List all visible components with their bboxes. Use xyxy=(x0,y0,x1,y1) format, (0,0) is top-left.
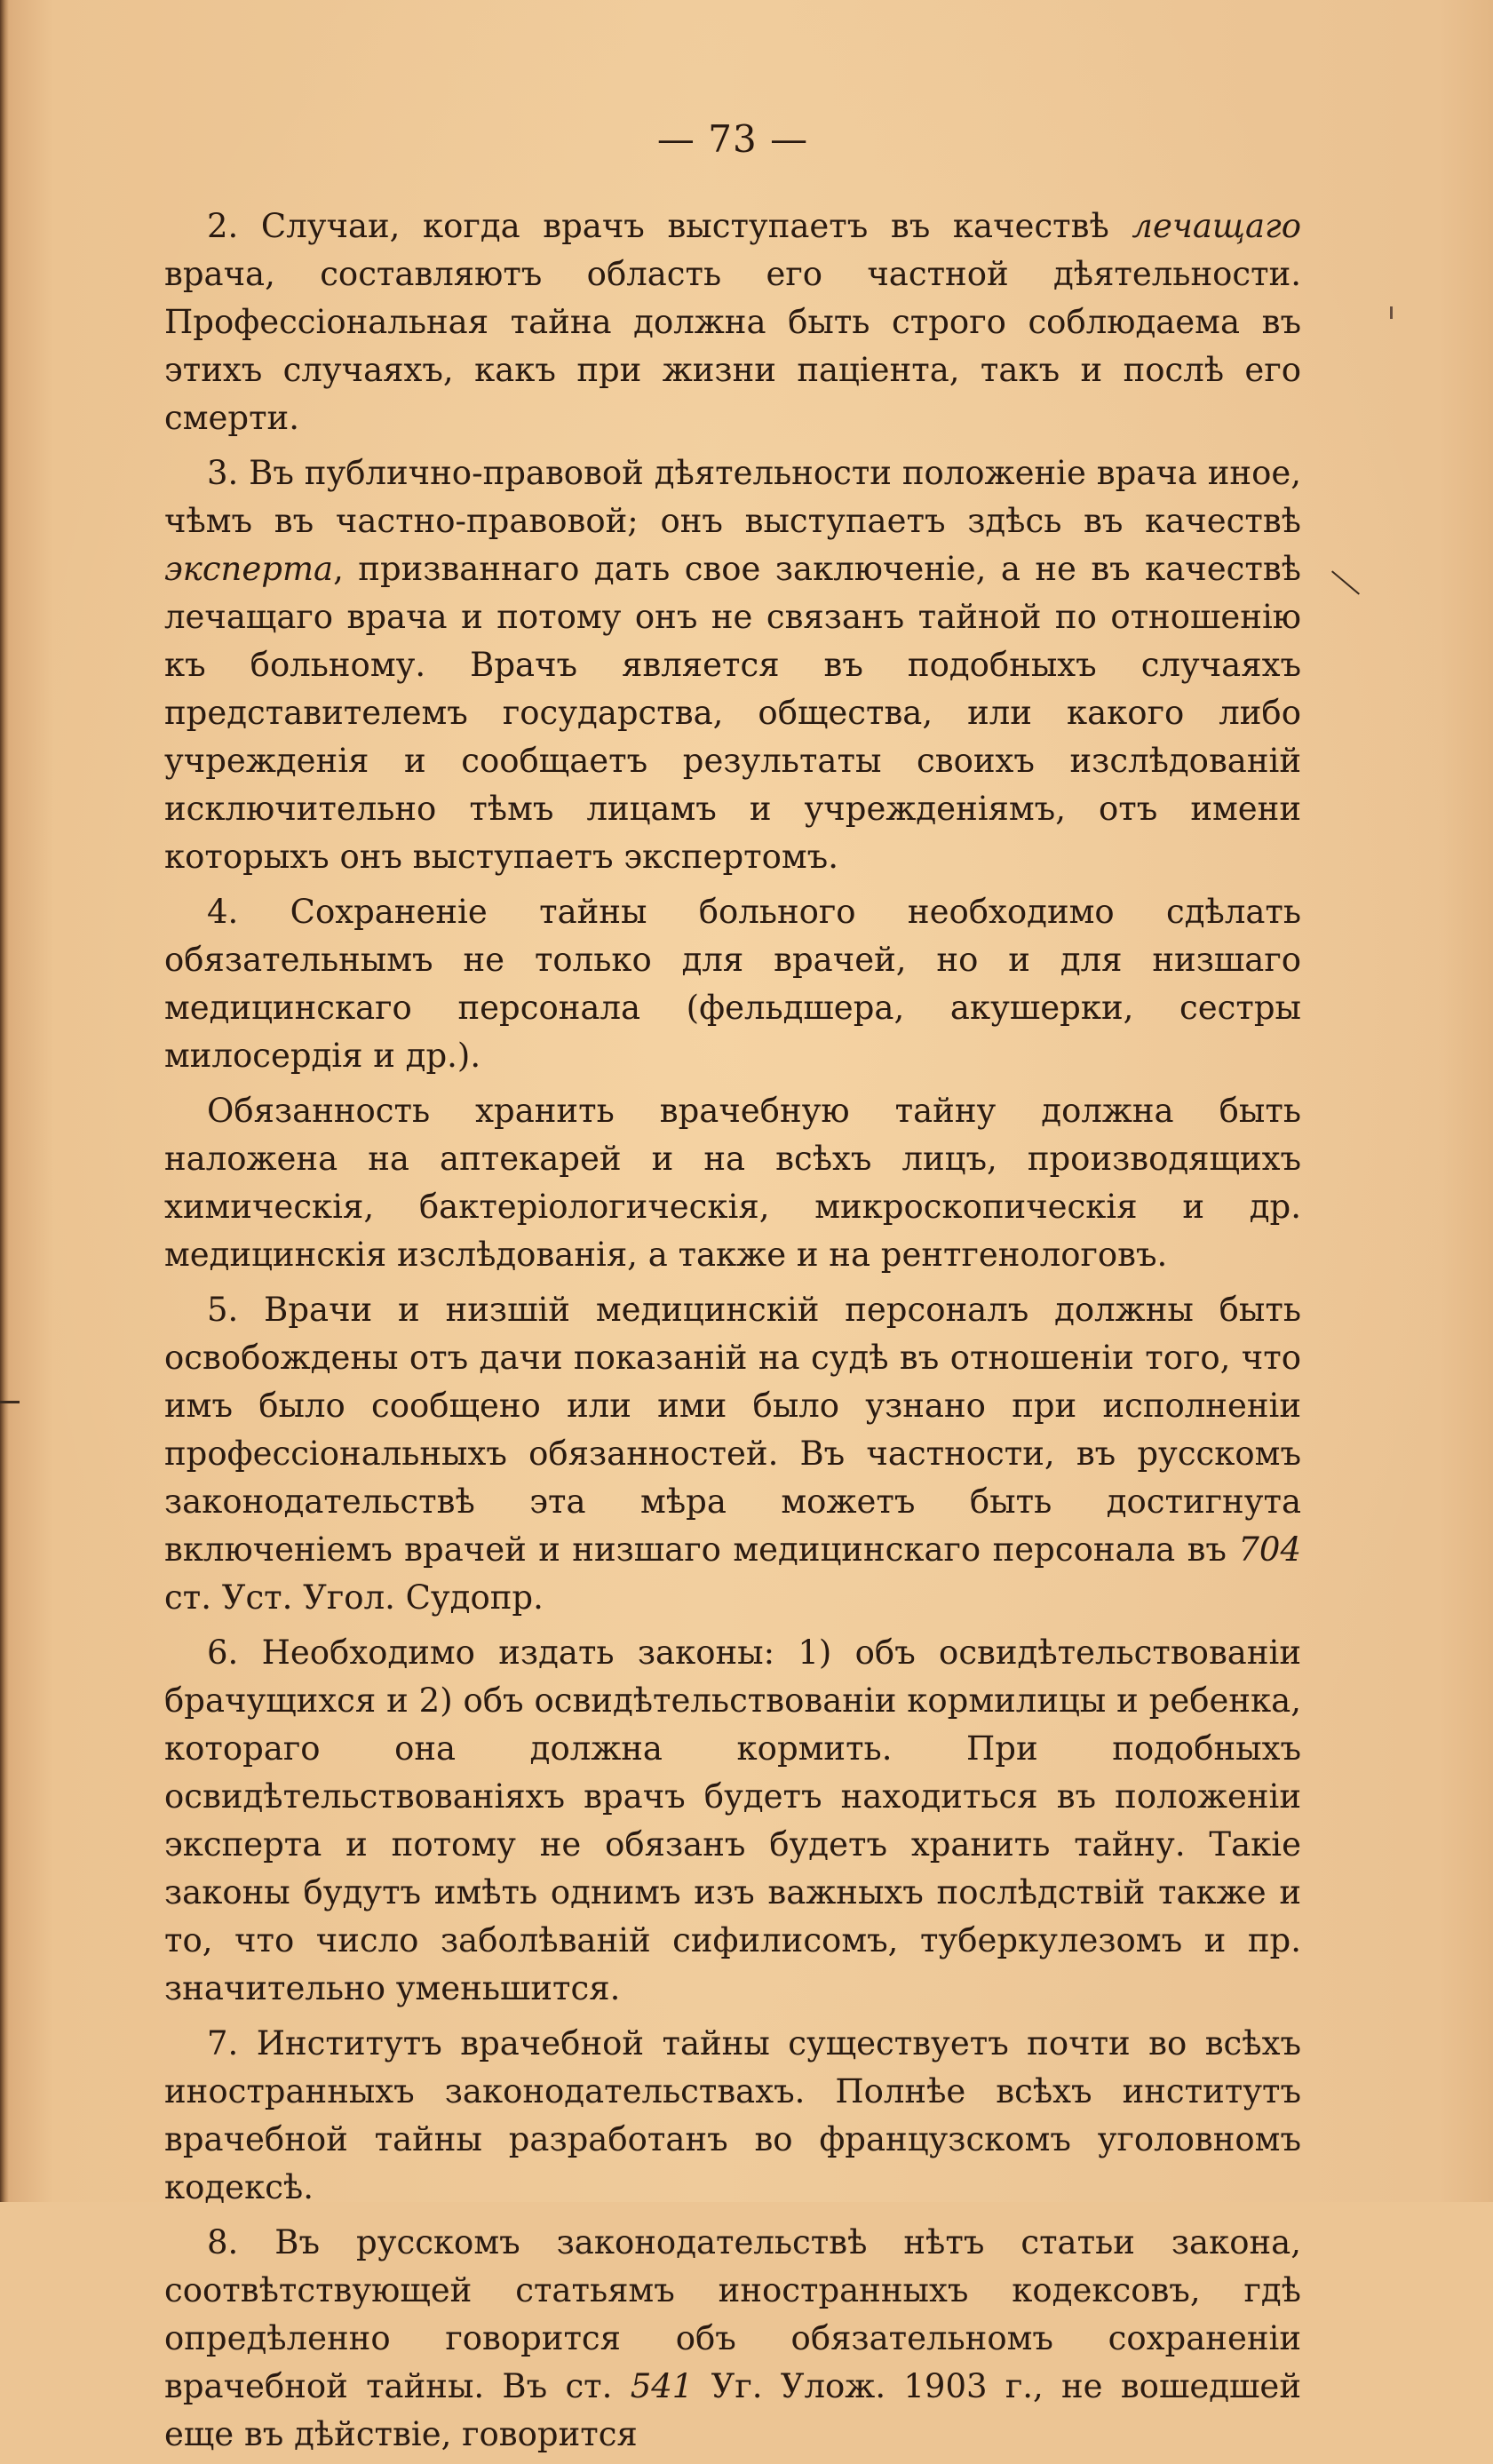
text-segment: , призваннаго дать свое заключенiе, а не въ качествѣ лечащаго врача и потому онъ не связанъ тайной по отношенiю къ больному. Врачъ является въ подобныхъ случаяхъ представителемъ государства, общества, или какого либо учрежденiя и сообщаетъ результаты своихъ изслѣдованiй исключительно тѣмъ лицамъ и учрежденiямъ, отъ имени которыхъ онъ выступаетъ экспертомъ. xyxy=(164,550,1301,876)
paragraph-8 xyxy=(164,2219,1301,2459)
text-segment: врача, составляютъ область его частной дѣятельности. Профессiональная тайна должна быть строго соблюдаема въ этихъ случаяхъ, какъ при жизни пацiента, такъ и послѣ его смерти. xyxy=(164,255,1301,437)
italic-text-segment: 541 xyxy=(630,2367,694,2405)
margin-mark-tick xyxy=(1390,306,1393,319)
margin-mark-right xyxy=(1331,570,1360,594)
page-number: — 73 — xyxy=(656,117,809,161)
text-segment: 5. Врачи и низшiй медицинскiй персоналъ должны быть освобождены отъ дачи показанiй на судѣ въ отношенiи того, что имъ было сообщено или ими было узнано при исполненiи профессiональныхъ обязанностей. Въ частности, въ русскомъ законодательствѣ эта мѣра можетъ быть достигнута включенiемъ врачей и низшаго медицинскаго персонала въ xyxy=(164,1291,1301,1569)
text-segment: ст. Уст. Угол. Судопр. xyxy=(164,1578,544,1617)
text-segment: 6. Необходимо издать законы: 1) объ освидѣтельствованiи брачущихся и 2) объ освидѣтельствованiи кормилицы и ребенка, котораго она должна кормить. При подобныхъ освидѣтельствованiяхъ врачъ будетъ находиться въ положенiи эксперта и потому не обязанъ будетъ хранить тайну. Такiе законы будутъ имѣть однимъ изъ важныхъ послѣдствiй также и то, что число заболѣванiй сифилисомъ, туберкулезомъ и пр. значительно уменьшится. xyxy=(164,1633,1301,2007)
paragraph-5 xyxy=(164,1286,1301,1622)
text-segment: 8. Въ русскомъ законодательствѣ нѣтъ статьи закона, соотвѣтствующей статьямъ иностранныхъ кодексовъ, гдѣ опредѣленно говорится объ обязательномъ сохраненiи врачебной тайны. Въ ст. xyxy=(164,2223,1301,2405)
paragraph-4-continued xyxy=(164,1087,1301,1279)
margin-mark-left xyxy=(0,1401,20,1403)
paragraph-3 xyxy=(164,449,1301,881)
paragraph-4 xyxy=(164,888,1301,1080)
italic-text-segment: 704 xyxy=(1238,1530,1301,1569)
text-segment: Уг. Улож. 1903 г., не вошедшей еще въ дѣйствiе, говорится xyxy=(164,2367,1301,2453)
page-binding-edge xyxy=(0,0,9,2202)
text-segment: 7. Институтъ врачебной тайны существуетъ почти во всѣхъ иностранныхъ законодательствахъ. Полнѣе всѣхъ институтъ врачебной тайны разработанъ во французскомъ уголовномъ кодексѣ. xyxy=(164,2024,1301,2206)
paragraph-7 xyxy=(164,2020,1301,2212)
text-segment: Обязанность хранить врачебную тайну должна быть наложена на аптекарей и на всѣхъ лицъ, производящихъ химическiя, бактерiологическiя, микроскопическiя и др. медицинскiя изслѣдованiя, а также и на рентгенологовъ. xyxy=(164,1092,1301,1274)
text-segment: 4. Сохраненiе тайны больного необходимо сдѣлать обязательнымъ не только для врачей, но и для низшаго медицинскаго персонала (фельдшера, акушерки, сестры милосердiя и др.). xyxy=(164,893,1301,1075)
text-segment: 3. Въ публично-правовой дѣятельности положенiе врача иное, чѣмъ въ частно-правовой; онъ выступаетъ здѣсь въ качествѣ xyxy=(164,454,1301,540)
italic-text-segment: лечащаго xyxy=(1132,207,1301,245)
paragraph-6 xyxy=(164,1629,1301,2013)
paragraph-2 xyxy=(164,203,1301,442)
text-body xyxy=(164,115,1301,2464)
text-segment: 2. Случаи, когда врачъ выступаетъ въ качествѣ xyxy=(207,207,1132,245)
italic-text-segment: эксперта xyxy=(164,550,334,588)
